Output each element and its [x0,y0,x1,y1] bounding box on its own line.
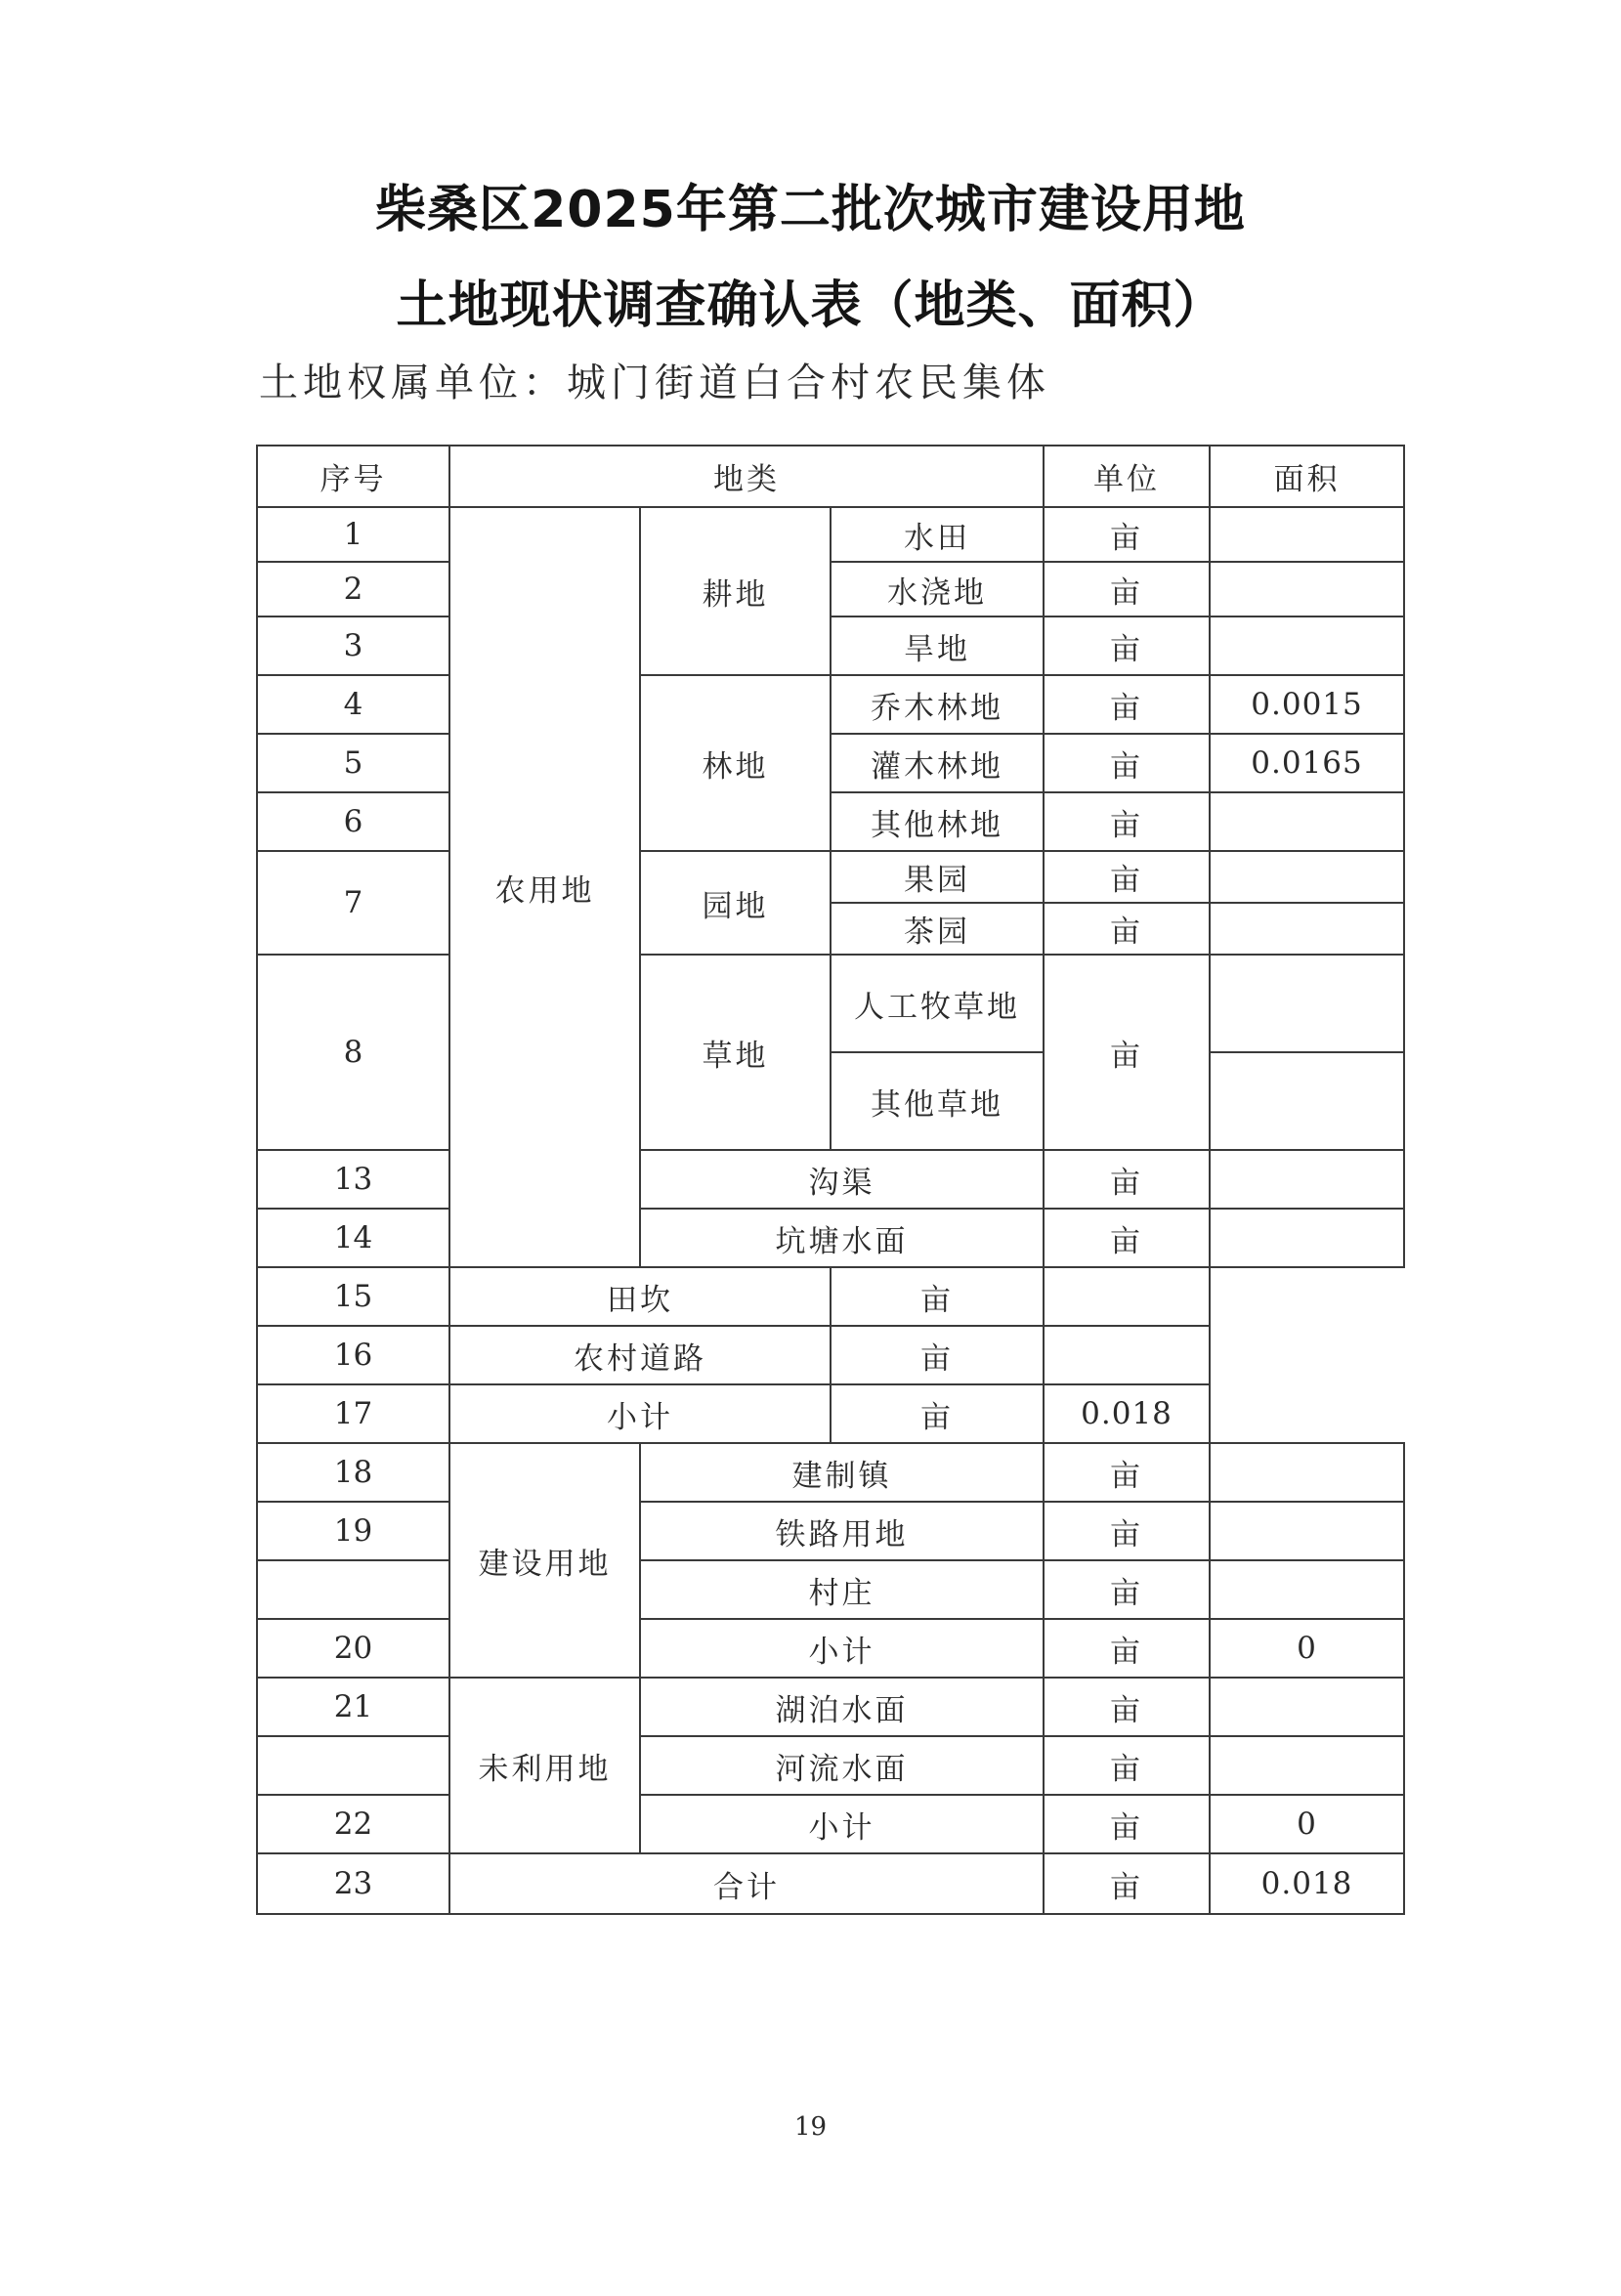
table-row [257,1326,1404,1384]
land-type-cell: 乔木林地 [831,675,1044,734]
table-row [257,792,1404,851]
total-area: 0.018 [1210,1853,1404,1914]
title-line-2: 土地现状调查确认表（地类、面积） [396,276,1225,335]
area-cell [1210,851,1404,903]
table-row [257,1795,1404,1853]
header-area: 面积 [1210,446,1404,507]
unit-cell: 亩 [1044,507,1210,562]
header-unit: 单位 [1044,446,1210,507]
category-agri: 农用地 [449,507,640,1267]
unit-cell: 亩 [831,1384,1044,1443]
seq-cell: 1 [257,507,449,562]
land-type-cell: 灌木林地 [831,734,1044,792]
seq-cell: 18 [257,1443,449,1502]
land-type-cell: 茶园 [831,903,1044,955]
seq-cell: 14 [257,1209,449,1267]
title-line-1: 柴桑区2025年第二批次城市建设用地 [375,181,1246,239]
subcategory-garden: 园地 [640,851,831,955]
unit-cell: 亩 [1044,675,1210,734]
unit-cell: 亩 [1044,1853,1210,1914]
table-row [257,617,1404,675]
land-type-cell: 田坎 [449,1267,831,1326]
unit-cell: 亩 [1044,1443,1210,1502]
unit-cell: 亩 [1044,734,1210,792]
seq-cell: 23 [257,1853,449,1914]
land-survey-table [256,445,1405,1915]
owner-label: 土地权属单位：城门街道白合村农民集体 [259,361,1050,405]
seq-cell: 7 [257,851,449,955]
seq-cell [257,1736,449,1795]
table-row [257,1209,1404,1267]
subcategory-cultivated: 耕地 [640,507,831,675]
seq-cell: 17 [257,1384,449,1443]
land-type-cell: 河流水面 [640,1736,1044,1795]
page-number: 19 [793,2112,828,2142]
area-cell [1044,1267,1210,1326]
area-cell: 0.0165 [1210,734,1404,792]
table-row [257,1678,1404,1736]
unit-cell: 亩 [1044,1795,1210,1853]
unit-cell: 亩 [831,1326,1044,1384]
unit-cell: 亩 [1044,955,1210,1150]
land-type-cell: 其他草地 [831,1052,1044,1150]
unit-cell: 亩 [1044,617,1210,675]
header-land-type: 地类 [449,446,1044,507]
land-type-cell: 旱地 [831,617,1044,675]
unit-cell: 亩 [1044,1560,1210,1619]
land-type-cell: 小计 [640,1795,1044,1853]
area-cell [1210,1502,1404,1560]
area-cell [1210,1736,1404,1795]
subcategory-forest: 林地 [640,675,831,851]
land-type-cell: 水浇地 [831,562,1044,617]
seq-cell: 4 [257,675,449,734]
unit-cell: 亩 [1044,851,1210,903]
seq-cell: 16 [257,1326,449,1384]
unit-cell: 亩 [1044,1736,1210,1795]
category-unused: 未利用地 [449,1678,640,1853]
area-cell [1210,507,1404,562]
land-type-cell: 铁路用地 [640,1502,1044,1560]
table-row [257,675,1404,734]
area-cell [1210,1209,1404,1267]
total-row [257,1853,1404,1914]
land-type-cell: 沟渠 [640,1150,1044,1209]
area-cell [1210,792,1404,851]
table-row [257,734,1404,792]
unit-cell: 亩 [1044,1678,1210,1736]
land-type-cell: 水田 [831,507,1044,562]
unit-cell: 亩 [1044,1619,1210,1678]
area-cell: 0 [1210,1619,1404,1678]
area-cell [1210,955,1404,1052]
table-row [257,1384,1404,1443]
area-cell [1210,1443,1404,1502]
area-cell [1210,1560,1404,1619]
seq-cell: 6 [257,792,449,851]
land-type-cell: 建制镇 [640,1443,1044,1502]
table-row [257,1736,1404,1795]
land-type-cell: 人工牧草地 [831,955,1044,1052]
seq-cell: 21 [257,1678,449,1736]
area-cell [1210,1678,1404,1736]
category-construction: 建设用地 [449,1443,640,1678]
table-row [257,1267,1404,1326]
area-cell [1044,1326,1210,1384]
unit-cell: 亩 [1044,1502,1210,1560]
seq-cell: 13 [257,1150,449,1209]
land-type-cell: 其他林地 [831,792,1044,851]
seq-cell: 3 [257,617,449,675]
unit-cell: 亩 [831,1267,1044,1326]
table-row [257,851,1404,903]
seq-cell: 2 [257,562,449,617]
table-row [257,1619,1404,1678]
area-cell: 0.0015 [1210,675,1404,734]
unit-cell: 亩 [1044,562,1210,617]
area-cell [1210,562,1404,617]
header-row [257,446,1404,507]
seq-cell: 15 [257,1267,449,1326]
land-type-cell: 村庄 [640,1560,1044,1619]
area-cell [1210,1150,1404,1209]
land-type-cell: 坑塘水面 [640,1209,1044,1267]
area-cell [1210,617,1404,675]
header-seq: 序号 [257,446,449,507]
land-type-cell: 湖泊水面 [640,1678,1044,1736]
table-row [257,507,1404,562]
total-label: 合计 [449,1853,1044,1914]
area-cell [1210,903,1404,955]
area-cell: 0.018 [1044,1384,1210,1443]
table-row [257,1560,1404,1619]
seq-cell: 8 [257,955,449,1150]
table-row [257,1443,1404,1502]
seq-cell: 20 [257,1619,449,1678]
seq-cell: 19 [257,1502,449,1560]
table-row [257,562,1404,617]
area-cell [1210,1052,1404,1150]
land-type-cell: 果园 [831,851,1044,903]
seq-cell: 22 [257,1795,449,1853]
unit-cell: 亩 [1044,1209,1210,1267]
seq-cell [257,1560,449,1619]
area-cell: 0 [1210,1795,1404,1853]
land-type-cell: 农村道路 [449,1326,831,1384]
subcategory-grass: 草地 [640,955,831,1150]
table-row [257,955,1404,1052]
unit-cell: 亩 [1044,1150,1210,1209]
land-type-cell: 小计 [449,1384,831,1443]
unit-cell: 亩 [1044,792,1210,851]
table-row [257,1502,1404,1560]
table-row [257,1150,1404,1209]
land-type-cell: 小计 [640,1619,1044,1678]
unit-cell: 亩 [1044,903,1210,955]
seq-cell: 5 [257,734,449,792]
